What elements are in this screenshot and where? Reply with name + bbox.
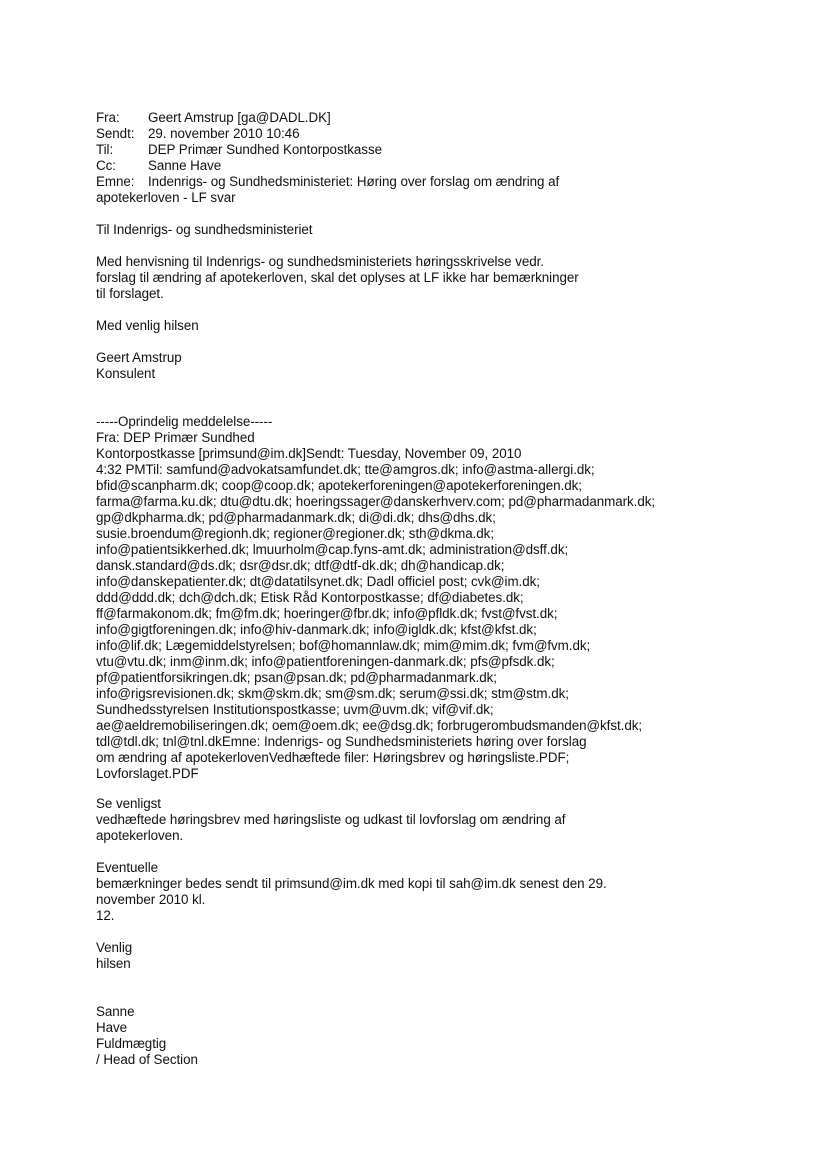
original-line: susie.broendum@regionh.dk; regioner@regioner.dk; sth@dkma.dk; — [96, 526, 494, 541]
original-para2-line: november 2010 kl. — [96, 892, 206, 907]
to-value: DEP Primær Sundhed Kontorpostkasse — [148, 142, 382, 157]
reply-salutation: Til Indenrigs- og sundhedsministeriet — [96, 222, 313, 237]
original-line: info@patientsikkerhed.dk; lmuurholm@cap.fyns-amt.dk; administration@dsff.dk; — [96, 542, 569, 557]
reply-body-line: Med henvisning til Indenrigs- og sundhedsministeriets høringsskrivelse vedr. — [96, 254, 544, 269]
reply-signature-title: Konsulent — [96, 366, 156, 381]
original-closing-line: Venlig — [96, 940, 133, 955]
from-value: Geert Amstrup [ga@DADL.DK] — [148, 110, 331, 125]
reply-body-line: forslag til ændring af apotekerloven, skal det oplyses at LF ikke har bemærkninger — [96, 270, 579, 285]
reply-body-line: til forslaget. — [96, 286, 164, 301]
subject-label: Emne: — [96, 174, 135, 189]
original-signature-line: Have — [96, 1020, 128, 1035]
header-to — [96, 142, 382, 158]
original-para2-line: 12. — [96, 908, 115, 923]
original-line: tdl@tdl.dk; tnl@tnl.dkEmne: Indenrigs- og Sundhedsministeriets høring over forslag — [96, 734, 587, 749]
cc-value: Sanne Have — [148, 158, 222, 173]
original-line: ddd@ddd.dk; dch@dch.dk; Etisk Råd Kontorpostkasse; df@diabetes.dk; — [96, 590, 524, 605]
original-line: ff@farmakonom.dk; fm@fm.dk; hoeringer@fbr.dk; info@pfldk.dk; fvst@fvst.dk; — [96, 606, 558, 621]
sent-value: 29. november 2010 10:46 — [148, 126, 300, 141]
sent-label: Sendt: — [96, 126, 135, 141]
original-para1-line: apotekerloven. — [96, 828, 184, 843]
subject-value: Indenrigs- og Sundhedsministeriet: Høring over forslag om ændring af — [148, 174, 560, 189]
original-para1-line: vedhæftede høringsbrev med høringsliste og udkast til lovforslag om ændring af — [96, 812, 566, 827]
original-line: vtu@vtu.dk; inm@inm.dk; info@patientforeningen-danmark.dk; pfs@pfsdk.dk; — [96, 654, 555, 669]
subject-continuation: apotekerloven - LF svar — [96, 190, 236, 205]
original-line: farma@farma.ku.dk; dtu@dtu.dk; hoeringssager@danskerhverv.com; pd@pharmadanmark.dk; — [96, 494, 656, 509]
original-line: -----Oprindelig meddelelse----- — [96, 414, 273, 429]
original-line: info@danskepatienter.dk; dt@datatilsynet.dk; Dadl officiel post; cvk@im.dk; — [96, 574, 540, 589]
original-line: Kontorpostkasse [primsund@im.dk]Sendt: Tuesday, November 09, 2010 — [96, 446, 522, 461]
original-line: 4:32 PMTil: samfund@advokatsamfundet.dk; tte@amgros.dk; info@astma-allergi.dk; — [96, 462, 595, 477]
original-line: bfid@scanpharm.dk; coop@coop.dk; apotekerforeningen@apotekerforeningen.dk; — [96, 478, 582, 493]
original-signature-line: / Head of Section — [96, 1052, 198, 1067]
original-line: info@rigsrevisionen.dk; skm@skm.dk; sm@sm.dk; serum@ssi.dk; stm@stm.dk; — [96, 686, 569, 701]
original-para1-line: Se venligst — [96, 796, 161, 811]
original-line: info@lif.dk; Lægemiddelstyrelsen; bof@homannlaw.dk; mim@mim.dk; fvm@fvm.dk; — [96, 638, 591, 653]
to-label: Til: — [96, 142, 114, 157]
header-cc — [96, 158, 221, 174]
original-line: Lovforslaget.PDF — [96, 766, 199, 781]
reply-closing: Med venlig hilsen — [96, 318, 199, 333]
original-signature-line: Fuldmægtig — [96, 1036, 167, 1051]
original-closing-line: hilsen — [96, 956, 131, 971]
reply-signature-name: Geert Amstrup — [96, 350, 182, 365]
original-para2-line: Eventuelle — [96, 860, 159, 875]
header-sent — [96, 126, 299, 142]
original-line: ae@aeldremobiliseringen.dk; oem@oem.dk; ee@dsg.dk; forbrugerombudsmanden@kfst.dk; — [96, 718, 643, 733]
original-line: info@gigtforeningen.dk; info@hiv-danmark.dk; info@igldk.dk; kfst@kfst.dk; — [96, 622, 537, 637]
original-para2-line: bemærkninger bedes sendt til primsund@im.dk med kopi til sah@im.dk senest den 29. — [96, 876, 607, 891]
original-line: om ændring af apotekerlovenVedhæftede filer: Høringsbrev og høringsliste.PDF; — [96, 750, 570, 765]
original-signature-line: Sanne — [96, 1004, 135, 1019]
cc-label: Cc: — [96, 158, 116, 173]
original-line: pf@patientforsikringen.dk; psan@psan.dk; pd@pharmadanmark.dk; — [96, 670, 497, 685]
header-from — [96, 110, 331, 126]
from-label: Fra: — [96, 110, 120, 125]
original-line: Sundhedsstyrelsen Institutionspostkasse; uvm@uvm.dk; vif@vif.dk; — [96, 702, 494, 717]
header-subject — [96, 174, 559, 190]
original-line: gp@dkpharma.dk; pd@pharmadanmark.dk; di@di.dk; dhs@dhs.dk; — [96, 510, 496, 525]
original-line: dansk.standard@ds.dk; dsr@dsr.dk; dtf@dtf-dk.dk; dh@handicap.dk; — [96, 558, 505, 573]
original-line: Fra: DEP Primær Sundhed — [96, 430, 255, 445]
